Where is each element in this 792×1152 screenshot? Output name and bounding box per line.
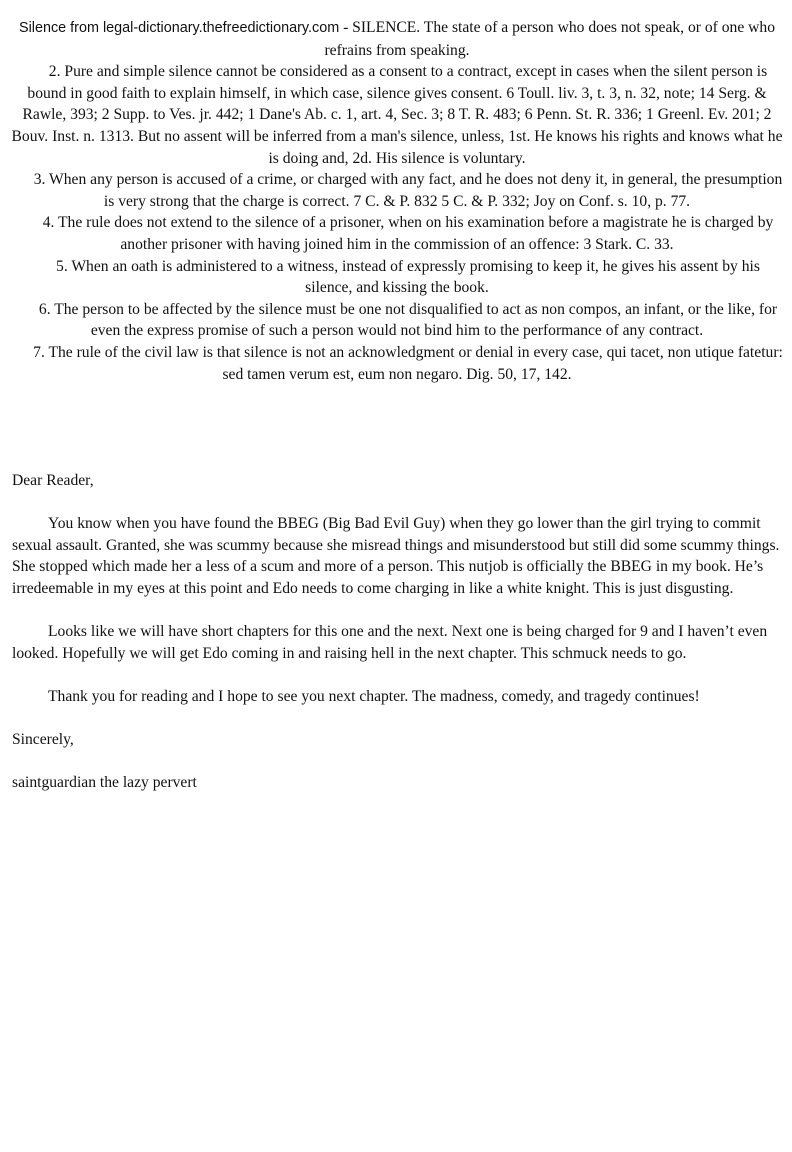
definition-paragraph-4: 4. The rule does not extend to the silence of a prisoner, when on his examination before a magistrate he is charged by another prisoner with having joined him in the commission of an offence: 3 Stark. C. 33. [42, 214, 774, 253]
definition-paragraph-3: 3. When any person is accused of a crime, or charged with any fact, and he does not deny it, in general, the presumption is very strong that the charge is correct. 7 C. & P. 832 5 C. & P. 332; Joy on Conf. s. 10, p. 77. [33, 171, 783, 210]
definition-source: Silence from legal-dictionary.thefreedictionary.com [18, 20, 340, 36]
definition-paragraph-2: 2. Pure and simple silence cannot be considered as a consent to a contract, except in cases when the silent person is bound in good faith to explain himself, in which case, silence gives consent. 6 Toull. liv. 3, t. 3, n. 32, note; 14 Serg. & Rawle, 393; 2 Supp. to Ves. jr. 442; 1 Dane's Ab. c. 1, art. 4, Sec. 3; 8 T. R. 483; 6 Penn. St. R. 336; 1 Greenl. Ev. 201; 2 Bouv. Inst. n. 1313. But no assent will be inferred from a man's silence, unless, 1st. He knows his rights and knows what he is doing and, 2d. His silence is voluntary. [11, 63, 783, 167]
definition-paragraph-5: 5. When an oath is administered to a witness, instead of expressly promising to keep it, he gives his assent by his silence, and kissing the book. [56, 257, 760, 297]
definition-heading [10, 17, 784, 61]
letter-closing: Sincerely, [12, 731, 74, 749]
letter-paragraph: Thank you for reading and I hope to see you next chapter. The madness, comedy, and tragedy continues! [48, 687, 700, 705]
letter-greeting: Dear Reader, [12, 472, 94, 489]
letter-paragraph: Looks like we will have short chapters for this one and the next. Next one is being charged for 9 and I haven’t even looked. Hopefully we will get Edo coming in and raising hell in the next chapter. This schmuck needs to go. [12, 623, 768, 662]
silence-definition [10, 17, 784, 385]
definition-paragraph-6: 6. The person to be affected by the silence must be one not disqualified to act as non compos, an infant, or the like, for even the express promise of such a person would not bind him to the performance of any contract. [38, 300, 778, 340]
reader-letter [12, 470, 780, 794]
letter-signature: saintguardian the lazy pervert [12, 774, 197, 792]
letter-paragraph: You know when you have found the BBEG (Big Bad Evil Guy) when they go lower than the girl trying to commit sexual assault. Granted, she was scummy because she misread things and misunderstood but still did some scummy things. She stopped which made her a less of a scum and more of a person. This nutjob is officially the BBEG in my book. He’s irredeemable in my eyes at this point and Edo needs to come charging in like a white knight. This is just disgusting. [12, 515, 780, 597]
definition-heading-text: - SILENCE. The state of a person who does not speak, or of one who refrains from speaking. [324, 19, 775, 59]
definition-paragraph-7: 7. The rule of the civil law is that silence is not an acknowledgment or denial in every case, qui tacet, non utique fatetur: sed tamen verum est, eum non negaro. Dig. 50, 17, 142. [33, 343, 783, 383]
